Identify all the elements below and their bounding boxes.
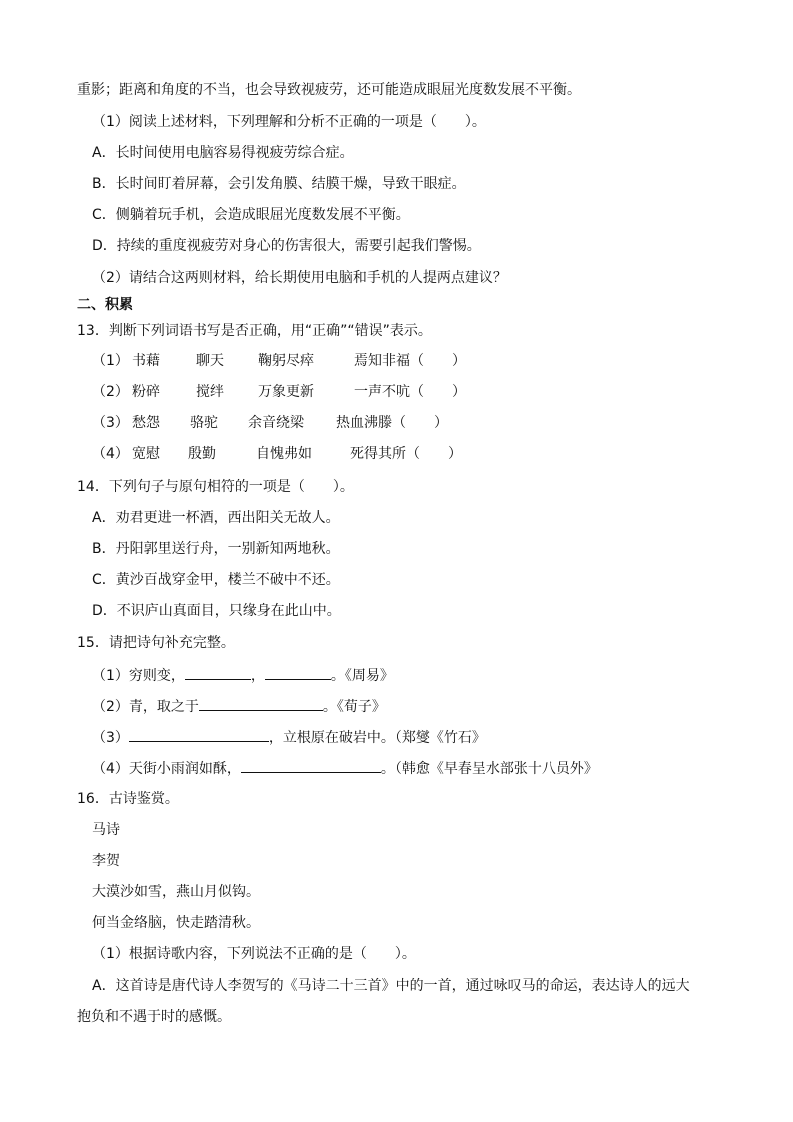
q12-option-b: B．长时间盯着屏幕，会引发角膜、结膜干燥，导致干眼症。 — [92, 176, 466, 192]
q15-text: （4）天街小雨润如酥， — [92, 761, 241, 777]
q13-word: 书藉 — [132, 353, 160, 369]
q15-text: ，立根原在破岩中。（郑燮《竹石》 — [268, 730, 486, 746]
top-paragraph-line: 重影；距离和角度的不当，也会导致视疲劳，还可能造成眼屈光度数发展不平衡。 — [77, 82, 581, 98]
answer-parentheses[interactable]: （ ） — [392, 415, 448, 431]
q13-word: 鞠躬尽瘁 — [258, 353, 314, 369]
q16-option-a-line2: 抱负和不遇于时的感慨。 — [77, 1009, 231, 1025]
poem-author: 李贺 — [92, 853, 120, 869]
q13-row — [92, 382, 466, 402]
q13-word: 殷勤 — [188, 446, 216, 462]
fill-blank[interactable] — [129, 726, 269, 742]
fill-blank[interactable] — [265, 664, 331, 680]
q13-row-number: （4） — [92, 446, 129, 462]
q15-text: （3） — [92, 730, 129, 746]
fill-blank[interactable] — [199, 695, 323, 711]
q15-text: ， — [250, 668, 265, 684]
section-title: 二、积累 — [77, 297, 133, 313]
q13-row-number: （1） — [92, 353, 129, 369]
q15-text: 。（韩愈《早春呈水部张十八员外》 — [380, 761, 598, 777]
poem-line: 何当金络脑，快走踏清秋。 — [92, 915, 260, 931]
q14-option-b: B．丹阳郭里送行舟，一别新知两地秋。 — [92, 541, 340, 557]
q13-word: 余音绕梁 — [248, 415, 304, 431]
q15-stem: 15．请把诗句补充完整。 — [77, 635, 235, 651]
q13-row-number: （2） — [92, 384, 129, 400]
q15-text: 。《荀子》 — [322, 699, 386, 715]
q15-text: 。《周易》 — [330, 668, 394, 684]
q13-word: 一声不吭 — [354, 384, 410, 400]
q15-line-4 — [92, 757, 598, 779]
q13-word: 搅绊 — [196, 384, 224, 400]
q14-stem: 14．下列句子与原句相符的一项是（ ）。 — [77, 479, 354, 495]
q13-word: 骆驼 — [190, 415, 218, 431]
q13-word: 粉碎 — [132, 384, 160, 400]
q14-option-c: C．黄沙百战穿金甲，楼兰不破中不还。 — [92, 572, 340, 588]
q16-sub1: （1）根据诗歌内容，下列说法不正确的是（ ）。 — [92, 946, 416, 962]
q15-line-1 — [92, 664, 394, 686]
q15-text: （1）穷则变， — [92, 668, 185, 684]
q13-row — [92, 413, 448, 433]
q12-sub2: （2）请结合这两则材料，给长期使用电脑和手机的人提两点建议？ — [92, 270, 507, 286]
answer-parentheses[interactable]: （ ） — [410, 384, 466, 400]
q13-word: 热血沸滕 — [336, 415, 392, 431]
q13-row — [92, 351, 466, 371]
q13-word: 万象更新 — [258, 384, 314, 400]
q16-option-a-line1: A．这首诗是唐代诗人李贺写的《马诗二十三首》中的一首，通过咏叹马的命运，表达诗人的远大 — [92, 978, 690, 994]
q13-word: 愁怨 — [132, 415, 160, 431]
answer-parentheses[interactable]: （ ） — [406, 446, 462, 462]
fill-blank[interactable] — [241, 757, 381, 773]
q13-stem: 13．判断下列词语书写是否正确，用“正确”“错误”表示。 — [77, 323, 432, 339]
q13-word: 死得其所 — [350, 446, 406, 462]
q12-option-c: C．侧躺着玩手机，会造成眼屈光度数发展不平衡。 — [92, 207, 410, 223]
q16-stem: 16．古诗鉴赏。 — [77, 791, 179, 807]
poem-line: 大漠沙如雪，燕山月似钩。 — [92, 884, 260, 900]
q13-word: 宽慰 — [132, 446, 160, 462]
q15-text: （2）青，取之于 — [92, 699, 199, 715]
q13-word: 焉知非福 — [354, 353, 410, 369]
answer-parentheses[interactable]: （ ） — [410, 353, 466, 369]
q12-sub1: （1）阅读上述材料，下列理解和分析不正确的一项是（ ）。 — [92, 114, 486, 130]
q14-option-d: D．不识庐山真面目，只缘身在此山中。 — [92, 603, 341, 619]
fill-blank[interactable] — [185, 664, 251, 680]
poem-title: 马诗 — [92, 822, 120, 838]
q12-option-a: A．长时间使用电脑容易得视疲劳综合症。 — [92, 145, 354, 161]
q13-word: 聊天 — [196, 353, 224, 369]
q13-row-number: （3） — [92, 415, 129, 431]
q13-row — [92, 444, 462, 464]
q13-word: 自愧弗如 — [256, 446, 312, 462]
q14-option-a: A．劝君更进一杯酒，西出阳关无故人。 — [92, 510, 340, 526]
q15-line-3 — [92, 726, 486, 748]
q15-line-2 — [92, 695, 386, 717]
q12-option-d: D．持续的重度视疲劳对身心的伤害很大，需要引起我们警惕。 — [92, 238, 481, 254]
